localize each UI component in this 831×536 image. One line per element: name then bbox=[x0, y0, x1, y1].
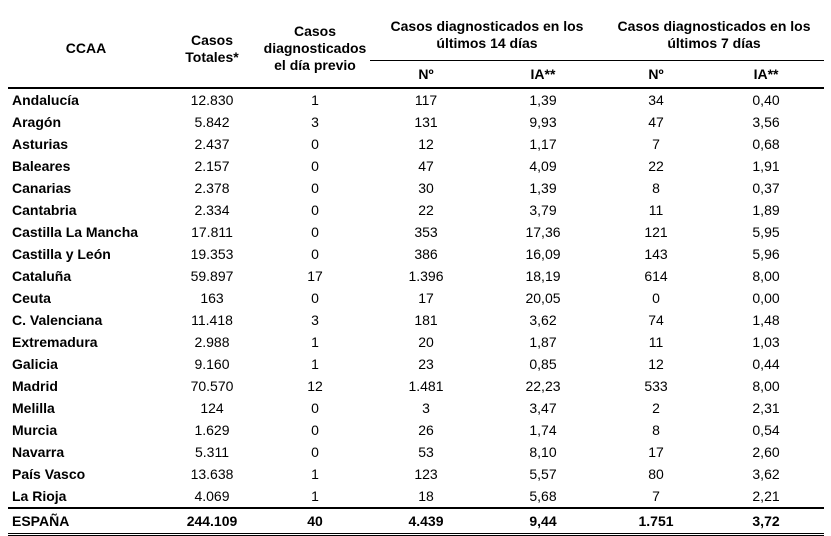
row-n-14: 131 bbox=[414, 114, 438, 130]
row-ia-14: 3,47 bbox=[529, 400, 557, 416]
table-row bbox=[8, 331, 824, 353]
row-casos-totales: 13.638 bbox=[190, 466, 234, 482]
row-n-14: 18 bbox=[418, 488, 434, 504]
row-ccaa: Madrid bbox=[12, 378, 58, 394]
row-casos-previo: 3 bbox=[311, 312, 319, 328]
row-casos-previo: 0 bbox=[311, 444, 319, 460]
row-casos-previo: 1 bbox=[311, 334, 319, 350]
table-row bbox=[8, 397, 824, 419]
row-casos-totales: 19.353 bbox=[190, 246, 234, 262]
row-casos-totales: 1.629 bbox=[194, 422, 230, 438]
row-n-14: 47 bbox=[418, 158, 434, 174]
row-ccaa: Ceuta bbox=[12, 290, 51, 306]
row-casos-previo: 17 bbox=[307, 268, 323, 284]
row-casos-previo: 0 bbox=[311, 224, 319, 240]
row-ia-14: 4,09 bbox=[529, 158, 557, 174]
row-casos-previo: 1 bbox=[311, 466, 319, 482]
row-n-7: 34 bbox=[648, 92, 664, 108]
row-ia-14: 5,57 bbox=[529, 466, 557, 482]
table-row bbox=[8, 463, 824, 485]
row-n-7: 12 bbox=[648, 356, 664, 372]
row-ia-14: 8,10 bbox=[529, 444, 557, 460]
table-row bbox=[8, 309, 824, 331]
row-ia-7: 5,96 bbox=[752, 246, 780, 262]
row-ia-7: 3,56 bbox=[752, 114, 780, 130]
header-group-7-dias: Casos diagnosticados en los últimos 7 días bbox=[604, 10, 824, 61]
header-casos-totales: Casos Totales* bbox=[185, 31, 239, 65]
row-ia-14: 1,39 bbox=[529, 92, 557, 108]
row-n-7: 121 bbox=[644, 224, 668, 240]
row-casos-totales: 4.069 bbox=[194, 488, 230, 504]
row-n-14: 53 bbox=[418, 444, 434, 460]
header-n-7: Nº bbox=[648, 66, 664, 82]
row-ia-14: 5,68 bbox=[529, 488, 557, 504]
row-casos-totales: 2.988 bbox=[194, 334, 230, 350]
header-ia-14: IA** bbox=[530, 66, 556, 82]
table-row bbox=[8, 199, 824, 221]
row-n-7: 11 bbox=[648, 202, 664, 218]
table-row bbox=[8, 375, 824, 397]
row-ia-7: 8,00 bbox=[752, 268, 780, 284]
row-casos-previo: 0 bbox=[311, 202, 319, 218]
row-ccaa: C. Valenciana bbox=[12, 312, 103, 328]
row-casos-totales: 2.157 bbox=[194, 158, 230, 174]
row-casos-previo: 0 bbox=[311, 422, 319, 438]
row-n-7: 533 bbox=[644, 378, 668, 394]
table-row bbox=[8, 441, 824, 463]
total-ccaa: ESPAÑA bbox=[8, 508, 164, 535]
row-ccaa: Castilla La Mancha bbox=[12, 224, 139, 240]
row-ccaa: Cantabria bbox=[12, 202, 77, 218]
row-ia-7: 2,60 bbox=[752, 444, 780, 460]
row-n-7: 80 bbox=[648, 466, 664, 482]
row-n-14: 353 bbox=[414, 224, 438, 240]
row-ia-7: 1,91 bbox=[752, 158, 780, 174]
row-ia-14: 17,36 bbox=[525, 224, 561, 240]
row-ia-7: 0,44 bbox=[752, 356, 780, 372]
header-ccaa: CCAA bbox=[65, 40, 107, 56]
row-n-14: 123 bbox=[414, 466, 438, 482]
header-ia-7: IA** bbox=[753, 66, 779, 82]
row-ccaa: Castilla y León bbox=[12, 246, 111, 262]
total-ia-14: 9,44 bbox=[482, 508, 604, 535]
row-n-7: 2 bbox=[652, 400, 660, 416]
row-ia-14: 16,09 bbox=[525, 246, 561, 262]
row-ia-14: 3,79 bbox=[529, 202, 557, 218]
row-n-7: 22 bbox=[648, 158, 664, 174]
row-casos-totales: 163 bbox=[200, 290, 224, 306]
total-n-7: 1.751 bbox=[604, 508, 708, 535]
row-ia-14: 0,85 bbox=[529, 356, 557, 372]
row-ia-7: 0,00 bbox=[752, 290, 780, 306]
table-row bbox=[8, 88, 824, 111]
row-casos-previo: 0 bbox=[311, 246, 319, 262]
row-ia-14: 9,93 bbox=[529, 114, 557, 130]
row-n-14: 22 bbox=[418, 202, 434, 218]
table-row bbox=[8, 155, 824, 177]
row-ccaa: Asturias bbox=[12, 136, 69, 152]
row-n-7: 0 bbox=[652, 290, 660, 306]
row-n-14: 17 bbox=[418, 290, 434, 306]
cases-table bbox=[8, 10, 824, 536]
row-casos-previo: 3 bbox=[311, 114, 319, 130]
row-casos-previo: 1 bbox=[311, 356, 319, 372]
row-casos-totales: 124 bbox=[200, 400, 224, 416]
row-ia-7: 1,48 bbox=[752, 312, 780, 328]
row-casos-previo: 0 bbox=[311, 400, 319, 416]
row-n-7: 143 bbox=[644, 246, 668, 262]
row-ia-14: 3,62 bbox=[529, 312, 557, 328]
header-n-14: Nº bbox=[418, 66, 434, 82]
row-casos-previo: 0 bbox=[311, 180, 319, 196]
row-n-14: 26 bbox=[418, 422, 434, 438]
row-n-7: 11 bbox=[648, 334, 664, 350]
row-ia-7: 3,62 bbox=[752, 466, 780, 482]
total-n-14: 4.439 bbox=[370, 508, 482, 535]
row-ia-7: 1,89 bbox=[752, 202, 780, 218]
row-n-14: 23 bbox=[418, 356, 434, 372]
table-row bbox=[8, 287, 824, 309]
row-casos-previo: 1 bbox=[311, 92, 319, 108]
row-casos-totales: 12.830 bbox=[190, 92, 234, 108]
row-n-7: 7 bbox=[652, 488, 660, 504]
row-ccaa: País Vasco bbox=[12, 466, 86, 482]
row-ccaa: Baleares bbox=[12, 158, 71, 174]
row-ia-7: 8,00 bbox=[752, 378, 780, 394]
row-ia-7: 2,31 bbox=[752, 400, 780, 416]
row-ccaa: Andalucía bbox=[12, 92, 79, 108]
row-n-14: 1.481 bbox=[408, 378, 444, 394]
row-casos-previo: 12 bbox=[307, 378, 323, 394]
row-casos-totales: 2.437 bbox=[194, 136, 230, 152]
row-ia-14: 1,17 bbox=[529, 136, 557, 152]
row-casos-totales: 17.811 bbox=[191, 224, 233, 240]
total-casos-totales: 244.109 bbox=[164, 508, 260, 535]
total-ia-7: 3,72 bbox=[708, 508, 824, 535]
row-n-14: 386 bbox=[414, 246, 438, 262]
row-n-14: 12 bbox=[418, 136, 434, 152]
table-row bbox=[8, 133, 824, 155]
row-ccaa: La Rioja bbox=[12, 488, 67, 504]
row-ia-14: 1,39 bbox=[529, 180, 557, 196]
row-ia-14: 1,87 bbox=[529, 334, 557, 350]
row-casos-totales: 9.160 bbox=[194, 356, 230, 372]
row-ccaa: Aragón bbox=[12, 114, 61, 130]
row-casos-totales: 11.418 bbox=[191, 312, 233, 328]
row-casos-totales: 2.378 bbox=[194, 180, 230, 196]
row-n-14: 30 bbox=[418, 180, 434, 196]
row-ccaa: Cataluña bbox=[12, 268, 72, 284]
header-casos-dia-previo: Casos diagnosticados el día previo bbox=[263, 23, 367, 73]
table-body bbox=[8, 88, 824, 508]
row-n-7: 74 bbox=[648, 312, 664, 328]
row-casos-totales: 70.570 bbox=[190, 378, 234, 394]
row-ia-14: 18,19 bbox=[525, 268, 561, 284]
total-row bbox=[8, 508, 824, 535]
row-n-7: 8 bbox=[652, 180, 660, 196]
total-casos-previo: 40 bbox=[260, 508, 370, 535]
row-casos-totales: 2.334 bbox=[194, 202, 230, 218]
row-n-14: 3 bbox=[422, 400, 430, 416]
row-ia-7: 0,40 bbox=[752, 92, 780, 108]
row-n-7: 614 bbox=[644, 268, 668, 284]
row-ia-7: 2,21 bbox=[752, 488, 780, 504]
row-casos-previo: 0 bbox=[311, 158, 319, 174]
table-row bbox=[8, 111, 824, 133]
table-row bbox=[8, 243, 824, 265]
row-n-14: 20 bbox=[418, 334, 434, 350]
row-ccaa: Murcia bbox=[12, 422, 58, 438]
row-casos-totales: 59.897 bbox=[190, 268, 234, 284]
row-ia-14: 20,05 bbox=[525, 290, 561, 306]
row-ia-14: 22,23 bbox=[525, 378, 561, 394]
table-row bbox=[8, 419, 824, 441]
row-casos-previo: 0 bbox=[311, 290, 319, 306]
row-n-14: 181 bbox=[414, 312, 438, 328]
row-ccaa: Navarra bbox=[12, 444, 65, 460]
row-ccaa: Melilla bbox=[12, 400, 55, 416]
row-n-14: 117 bbox=[414, 92, 438, 108]
table-row bbox=[8, 485, 824, 508]
row-ccaa: Canarias bbox=[12, 180, 72, 196]
row-casos-previo: 1 bbox=[311, 488, 319, 504]
row-ia-7: 5,95 bbox=[752, 224, 780, 240]
row-ia-7: 0,68 bbox=[752, 136, 780, 152]
row-casos-totales: 5.842 bbox=[194, 114, 230, 130]
table-row bbox=[8, 353, 824, 375]
row-ia-7: 0,54 bbox=[752, 422, 780, 438]
row-n-7: 7 bbox=[652, 136, 660, 152]
table-row bbox=[8, 265, 824, 287]
row-ia-7: 0,37 bbox=[752, 180, 780, 196]
row-n-7: 8 bbox=[652, 422, 660, 438]
row-n-7: 17 bbox=[648, 444, 664, 460]
table-row bbox=[8, 221, 824, 243]
row-n-14: 1.396 bbox=[408, 268, 444, 284]
row-casos-totales: 5.311 bbox=[195, 444, 229, 460]
header-group-14-dias: Casos diagnosticados en los últimos 14 días bbox=[370, 10, 604, 61]
row-ia-14: 1,74 bbox=[529, 422, 557, 438]
row-ccaa: Galicia bbox=[12, 356, 58, 372]
row-ia-7: 1,03 bbox=[752, 334, 780, 350]
row-ccaa: Extremadura bbox=[12, 334, 98, 350]
row-casos-previo: 0 bbox=[311, 136, 319, 152]
table-row bbox=[8, 177, 824, 199]
row-n-7: 47 bbox=[648, 114, 664, 130]
